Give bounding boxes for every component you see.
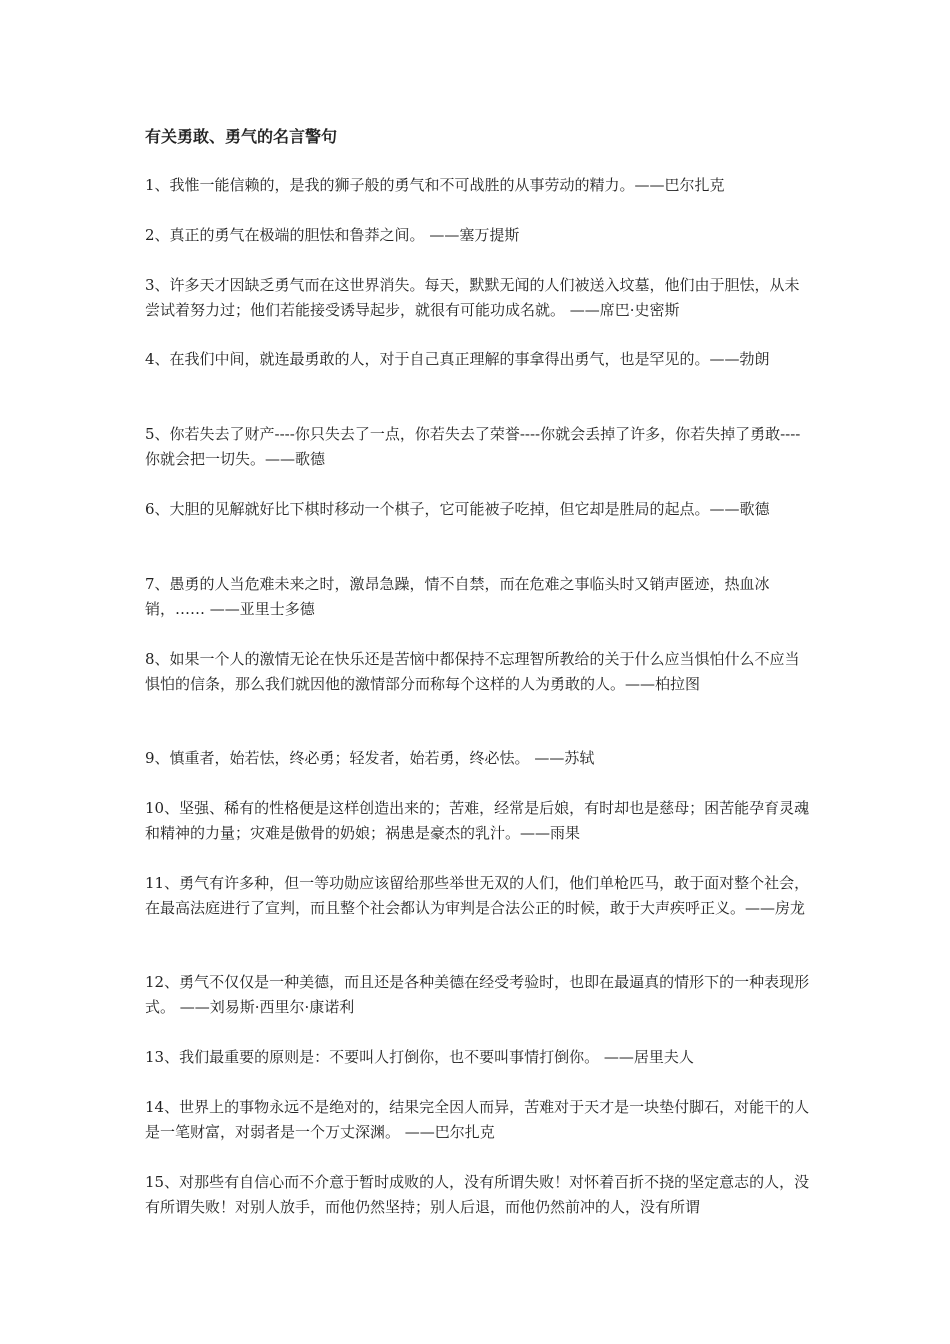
quote-paragraph: 6、大胆的见解就好比下棋时移动一个棋子，它可能被子吃掉，但它却是胜局的起点。——歌德 [145,500,770,518]
quote-paragraph: 3、许多天才因缺乏勇气而在这世界消失。每天，默默无闻的人们被送入坟墓，他们由于胆怯，从未尝试着努力过；他们若能接受诱导起步，就很有可能功成名就。 ——席巴·史密斯 [145,276,800,319]
quote-paragraph: 4、在我们中间，就连最勇敢的人，对于自己真正理解的事拿得出勇气，也是罕见的。——勃朗 [145,350,770,368]
quote-paragraph: 8、如果一个人的激情无论在快乐还是苦恼中都保持不忘理智所教给的关于什么应当惧怕什么不应当惧怕的信条，那么我们就因他的激情部分而称每个这样的人为勇敢的人。——柏拉图 [145,650,800,693]
quote-paragraph: 1、我惟一能信赖的，是我的狮子般的勇气和不可战胜的从事劳动的精力。——巴尔扎克 [145,176,725,194]
quote-paragraph: 15、对那些有自信心而不介意于暂时成败的人，没有所谓失败！对怀着百折不挠的坚定意志的人，没有所谓失败！对别人放手，而他仍然坚持；别人后退，而他仍然前冲的人，没有所谓 [145,1173,810,1216]
quote-paragraph: 7、愚勇的人当危难未来之时，激昂急躁，情不自禁，而在危难之事临头时又销声匿迹，热血冰销，…… ——亚里士多德 [145,575,770,618]
quote-paragraph: 12、勇气不仅仅是一种美德，而且还是各种美德在经受考验时，也即在最逼真的情形下的一种表现形式。 ——刘易斯·西里尔·康诺利 [145,973,810,1016]
quote-paragraph: 11、勇气有许多种，但一等功勋应该留给那些举世无双的人们，他们单枪匹马，敢于面对整个社会，在最高法庭进行了宣判，而且整个社会都认为审判是合法公正的时候，敢于大声疾呼正义。——房龙 [145,874,810,917]
quote-paragraph: 9、慎重者，始若怯，终必勇；轻发者，始若勇，终必怯。 ——苏轼 [145,749,595,767]
quote-paragraph: 5、你若失去了财产----你只失去了一点，你若失去了荣誉----你就会丢掉了许多，你若失掉了勇敢----你就会把一切失。——歌德 [145,425,801,468]
quote-paragraph: 14、世界上的事物永远不是绝对的，结果完全因人而异，苦难对于天才是一块垫付脚石，对能干的人是一笔财富，对弱者是一个万丈深渊。 ——巴尔扎克 [145,1098,810,1141]
document-title: 有关勇敢、勇气的名言警句 [145,127,338,146]
quote-paragraph: 13、我们最重要的原则是：不要叫人打倒你，也不要叫事情打倒你。 ——居里夫人 [145,1048,694,1066]
quote-paragraph: 10、坚强、稀有的性格便是这样创造出来的；苦难，经常是后娘，有时却也是慈母；困苦能孕育灵魂和精神的力量；灾难是傲骨的奶娘；祸患是豪杰的乳汁。——雨果 [145,799,810,842]
quote-paragraph: 2、真正的勇气在极端的胆怯和鲁莽之间。 ——塞万提斯 [145,226,520,244]
